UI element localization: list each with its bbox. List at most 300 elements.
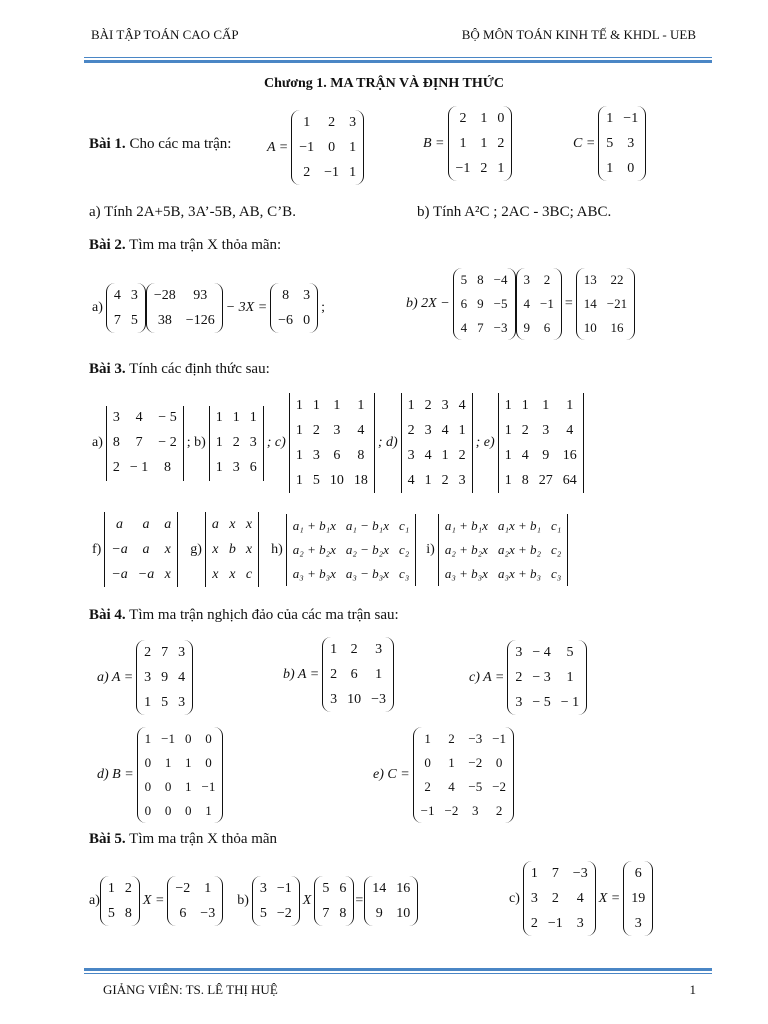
matrix-grid [149, 283, 220, 333]
matrix-cell: 1 [375, 666, 383, 682]
matrix-cell: 4 [441, 422, 449, 438]
bai2-eq-b [403, 268, 635, 340]
matrix-cell: 1 [566, 669, 574, 685]
matrix-cell: 1 [144, 694, 152, 710]
bai5-b-eq: = [355, 893, 364, 908]
matrix-cell: 3 [144, 669, 152, 685]
bai2-a-matrix2 [146, 283, 223, 333]
bai4-text: Tìm ma trận nghịch đảo của các ma trận sau: [129, 607, 399, 623]
matrix-cell: 1 [606, 160, 614, 176]
matrix-cell: 0 [144, 803, 152, 818]
matrix-cell: 9 [477, 296, 484, 311]
matrix-grid [103, 876, 137, 926]
matrix-cell: 1 [295, 447, 303, 463]
matrix-cell: 27 [538, 472, 553, 488]
matrix-cell: 5 [312, 472, 320, 488]
matrix-cell: 3 [312, 447, 320, 463]
matrix-cell: a₃ + b₃x [444, 565, 488, 581]
header-rule-thick [84, 60, 712, 63]
matrix-cell: 38 [157, 312, 172, 328]
det-h [286, 514, 416, 586]
bai2-b-matrix3 [576, 268, 635, 340]
det-c [289, 393, 375, 493]
matrix-cell: 6 [249, 460, 257, 475]
matrix-cell: 9 [161, 669, 169, 685]
bai1-part-b: b) Tính A²C ; 2AC - 3BC; ABC. [417, 204, 612, 220]
matrix-cell: 2 [312, 422, 320, 438]
matrix-cell: 1 [215, 435, 223, 450]
matrix-cell: −21 [606, 296, 628, 311]
matrix-cell: 2 [515, 669, 523, 685]
matrix-cell: 4 [576, 890, 584, 906]
matrix-cell: a [116, 516, 124, 532]
label-B: B = [423, 135, 445, 151]
matrix-cell: a₁x + b₁ [497, 517, 542, 533]
matrix-cell: 1 [424, 731, 431, 746]
matrix-cell: 2 [495, 803, 503, 818]
matrix-cell: 2 [441, 472, 449, 488]
matrix-cell: 3 [112, 410, 120, 425]
matrix-cell: a₃ + b₃x [292, 565, 336, 581]
matrix-cell: 8 [339, 905, 347, 921]
matrix-cell: 1 [215, 460, 223, 475]
matrix-cell: 1 [504, 472, 512, 488]
matrix-cell: 7 [161, 644, 169, 660]
matrix-cell: 1 [144, 731, 152, 746]
matrix-cell: −a [137, 566, 155, 582]
matrix-cell: −6 [278, 312, 294, 328]
matrix-cell: 1 [542, 397, 550, 413]
matrix-cell: 9 [542, 447, 550, 463]
matrix-cell: 2 [303, 164, 311, 180]
bai3-heading: Bài 3. [89, 361, 126, 377]
matrix-cell: −5 [493, 296, 508, 311]
bai4-matrix-b [322, 637, 394, 712]
matrix-cell: 3 [333, 422, 341, 438]
matrix-cell: 2 [459, 110, 467, 126]
bai4-e-label: e) C = [373, 767, 410, 782]
bai2-heading: Bài 2. [89, 237, 126, 253]
matrix-cell: 2 [497, 135, 505, 151]
matrix-cell: a₂ + b₂x [444, 541, 488, 557]
det-a [106, 406, 184, 481]
bai5-a-mid: X = [142, 893, 165, 908]
matrix-cell: 1 [504, 447, 512, 463]
matrix-cell: 10 [583, 320, 597, 335]
matrix-cell: c [245, 566, 253, 582]
matrix-grid [317, 876, 351, 926]
matrix-cell: 0 [185, 803, 192, 818]
matrix-cell: 1 [232, 410, 240, 425]
matrix-cell: a₂ + b₂x [292, 541, 336, 557]
footer-rule-thick [84, 968, 712, 971]
matrix-cell: 1 [185, 755, 192, 770]
det-i [438, 514, 568, 586]
matrix-cell: a [142, 516, 150, 532]
bai2-line [89, 237, 281, 254]
header-right: BỘ MÔN TOÁN KINH TẾ & KHDL - UEB [461, 27, 696, 42]
matrix-cell: 13 [583, 272, 597, 287]
matrix-grid [170, 876, 220, 926]
matrix-grid [367, 876, 415, 926]
chapter-title: Chương 1. MA TRẬN VÀ ĐỊNH THỨC [263, 76, 505, 91]
matrix-cell: c₁ [551, 517, 562, 533]
matrix-cell: −3 [371, 691, 387, 707]
bai4-e [370, 727, 514, 823]
matrix-cell: 3 [178, 694, 186, 710]
matrix-cell: 0 [497, 110, 505, 126]
matrix-cell: 1 [521, 397, 529, 413]
bai2-a-mid: − 3X = [225, 300, 268, 315]
matrix-cell: −2 [492, 779, 507, 794]
matrix-cell: x [229, 566, 236, 582]
bai5-eq-c [506, 861, 653, 936]
matrix-cell: 1 [530, 865, 538, 881]
matrix-cell: a [211, 516, 219, 532]
matrix-cell: 1 [349, 164, 357, 180]
matrix-cell: −3 [493, 320, 508, 335]
det-e [498, 393, 584, 493]
bai3-c-label: ; c) [266, 435, 286, 450]
det-f [104, 512, 178, 587]
bai4-d [94, 727, 223, 823]
matrix-cell: −2 [276, 905, 292, 921]
matrix-C [598, 106, 646, 181]
matrix-cell: −3 [468, 731, 483, 746]
bai5-b-label: b) [237, 893, 249, 908]
bai5-c-matrix2 [623, 861, 653, 936]
matrix-cell: 0 [328, 139, 336, 155]
footer-rule-thin [84, 973, 712, 974]
bai3-b-label: ; b) [186, 435, 206, 450]
matrix-cell: − 4 [532, 644, 551, 660]
matrix-cell: 10 [347, 691, 362, 707]
matrix-cell: 9 [523, 320, 531, 335]
matrix-cell: 8 [164, 460, 171, 475]
matrix-cell: 6 [179, 905, 187, 921]
matrix-grid [416, 727, 511, 823]
matrix-cell: 1 [441, 447, 449, 463]
matrix-cell: 1 [448, 755, 455, 770]
bai2-b-eq: = [564, 296, 573, 311]
matrix-cell: 6 [460, 296, 468, 311]
matrix-cell: 1 [606, 110, 614, 126]
matrix-cell: 4 [523, 296, 531, 311]
bai2-b-matrix1 [453, 268, 516, 340]
matrix-grid [403, 393, 471, 493]
bai1-heading: Bài 1. [89, 136, 126, 152]
matrix-cell: − 5 [158, 410, 177, 425]
matrix-grid [626, 861, 650, 936]
matrix-cell: 1 [312, 397, 320, 413]
matrix-B [448, 106, 513, 181]
matrix-cell: 1 [295, 472, 303, 488]
matrix-cell: 1 [330, 641, 338, 657]
matrix-cell: 5 [107, 905, 115, 921]
matrix-cell: 1 [458, 422, 466, 438]
matrix-cell: 5 [460, 272, 468, 287]
bai5-line [89, 831, 277, 848]
bai3-d-label: ; d) [377, 435, 398, 450]
matrix-cell: −2 [468, 755, 483, 770]
matrix-cell: 1 [185, 779, 192, 794]
matrix-cell: −3 [200, 905, 216, 921]
matrix-cell: 1 [349, 139, 357, 155]
matrix-cell: 1 [204, 880, 212, 896]
bai5-c-label: c) [509, 890, 520, 906]
matrix-grid [456, 268, 513, 340]
matrix-cell: −28 [153, 287, 176, 303]
matrix-cell: 3 [249, 435, 257, 450]
matrix-cell: −1 [455, 160, 471, 176]
matrix-cell: 3 [458, 472, 466, 488]
matrix-grid [526, 861, 593, 936]
bai3-line [89, 361, 270, 378]
matrix-cell: 8 [124, 905, 132, 921]
matrix-cell: 1 [215, 410, 223, 425]
matrix-cell: 1 [333, 397, 341, 413]
matrix-cell: 3 [349, 114, 357, 130]
matrix-cell: x [212, 566, 219, 582]
matrix-cell: 10 [329, 472, 344, 488]
matrix-cell: 4 [407, 472, 415, 488]
bai3-row2 [89, 512, 568, 587]
matrix-grid [109, 283, 143, 333]
matrix-cell: 0 [205, 755, 212, 770]
matrix-grid [510, 640, 584, 715]
matrix-cell: 0 [495, 755, 503, 770]
bai5-a-label: a) [89, 893, 100, 908]
matrix-cell: 14 [583, 296, 597, 311]
matrix-cell: 8 [282, 287, 290, 303]
matrix-cell: 0 [205, 731, 212, 746]
matrix-grid [108, 406, 182, 481]
matrix-cell: 2 [551, 890, 559, 906]
bai2-a-label: a) [92, 300, 103, 315]
matrix-cell: 3 [472, 803, 479, 818]
matrix-grid [291, 393, 373, 493]
bai3-a-label: a) [92, 435, 103, 450]
matrix-cell: 4 [178, 669, 186, 685]
bai5-eq-a [89, 876, 418, 926]
matrix-cell: −1 [547, 915, 563, 931]
matrix-cell: −1 [623, 110, 639, 126]
bai3-i-label: i) [426, 541, 435, 557]
matrix-cell: −a [111, 541, 128, 557]
matrix-cell: 8 [521, 472, 529, 488]
bai4-heading: Bài 4. [89, 607, 126, 623]
matrix-cell: c₃ [551, 565, 562, 581]
matrix-cell: 8 [357, 447, 365, 463]
matrix-cell: 8 [477, 272, 484, 287]
bai1-matrix-A [264, 110, 364, 185]
matrix-cell: 6 [333, 447, 341, 463]
matrix-cell: b [228, 541, 236, 557]
matrix-cell: 3 [523, 272, 531, 287]
matrix-cell: 1 [459, 135, 467, 151]
bai2-a-matrix3 [270, 283, 318, 333]
matrix-cell: c₂ [398, 541, 410, 557]
matrix-cell: 2 [232, 435, 240, 450]
matrix-grid [440, 514, 566, 586]
matrix-cell: 1 [107, 880, 115, 896]
bai2-eq-a [89, 283, 328, 333]
matrix-cell: a₁ + b₁x [444, 517, 488, 533]
bai1-matrix-C [570, 106, 646, 181]
bai5-b-matrix3 [364, 876, 418, 926]
matrix-cell: 19 [631, 890, 646, 906]
matrix-cell: 1 [480, 110, 488, 126]
matrix-cell: 8 [112, 435, 120, 450]
matrix-cell: 10 [396, 905, 411, 921]
bai5-a-matrix2 [167, 876, 223, 926]
matrix-cell: 3 [576, 915, 584, 931]
matrix-cell: 5 [161, 694, 169, 710]
matrix-cell: 5 [322, 880, 330, 896]
matrix-cell: x [164, 541, 171, 557]
matrix-cell: 5 [566, 644, 574, 660]
matrix-cell: c₃ [398, 565, 410, 581]
matrix-cell: 4 [135, 410, 143, 425]
matrix-cell: 1 [504, 397, 512, 413]
matrix-cell: 3 [303, 287, 311, 303]
bai3-text: Tính các định thức sau: [129, 361, 270, 377]
matrix-cell: 4 [458, 397, 466, 413]
matrix-cell: 3 [441, 397, 449, 413]
matrix-grid [519, 268, 559, 340]
matrix-cell: 5 [130, 312, 138, 328]
matrix-cell: −126 [185, 312, 215, 328]
bai4-a [94, 640, 193, 715]
matrix-cell: 1 [504, 422, 512, 438]
matrix-cell: −1 [540, 296, 554, 311]
matrix-grid [579, 268, 632, 340]
matrix-cell: x [245, 516, 253, 532]
bai3-e-label: ; e) [475, 435, 495, 450]
bai5-b-matrix2 [314, 876, 354, 926]
header-rule-thin [84, 57, 712, 58]
matrix-cell: − 5 [532, 694, 551, 710]
matrix-grid [325, 637, 391, 712]
matrix-cell: c₁ [398, 517, 410, 533]
matrix-cell: 3 [407, 447, 415, 463]
matrix-A [291, 110, 364, 185]
bai4-d-label: d) B = [97, 767, 134, 782]
bai5-c-matrix1 [523, 861, 596, 936]
label-A: A = [267, 139, 289, 155]
matrix-cell: a₂x + b₂ [497, 541, 542, 557]
bai4-line [89, 607, 399, 624]
matrix-cell: − 2 [158, 435, 177, 450]
matrix-cell: − 1 [560, 694, 580, 710]
matrix-cell: 6 [350, 666, 358, 682]
matrix-cell: a₃x + b₃ [497, 565, 542, 581]
matrix-cell: 3 [515, 694, 523, 710]
matrix-cell: 4 [460, 320, 468, 335]
matrix-cell: 4 [521, 447, 529, 463]
matrix-cell: a [164, 516, 172, 532]
matrix-cell: 3 [627, 135, 635, 151]
matrix-cell: 2 [407, 422, 415, 438]
matrix-cell: 1 [205, 803, 212, 818]
matrix-cell: 6 [339, 880, 347, 896]
matrix-cell: −1 [161, 731, 176, 746]
bai2-b-label: b) 2X − [406, 296, 450, 311]
matrix-cell: x [245, 541, 253, 557]
matrix-cell: 7 [551, 865, 559, 881]
matrix-grid [207, 512, 257, 587]
matrix-cell: 1 [249, 410, 257, 425]
matrix-grid [140, 727, 221, 823]
matrix-cell: 4 [113, 287, 121, 303]
matrix-cell: 2 [530, 915, 538, 931]
matrix-cell: 3 [130, 287, 138, 303]
matrix-cell: 0 [185, 731, 192, 746]
bai2-a-end: ; [321, 300, 325, 315]
matrix-cell: − 3 [532, 669, 551, 685]
matrix-cell: 0 [627, 160, 635, 176]
matrix-cell: a₁ + b₁x [292, 517, 336, 533]
matrix-cell: 1 [407, 397, 415, 413]
matrix-cell: − 1 [129, 460, 149, 475]
matrix-cell: 2 [448, 731, 455, 746]
matrix-cell: −1 [276, 880, 292, 896]
matrix-cell: −5 [468, 779, 483, 794]
matrix-cell: −1 [492, 731, 507, 746]
matrix-cell: 14 [372, 880, 387, 896]
bai4-a-label: a) A = [97, 669, 134, 685]
bai1-text: Cho các ma trận: [129, 136, 232, 152]
matrix-cell: x [212, 541, 219, 557]
matrix-cell: a₃ − b₃x [345, 565, 389, 581]
bai5-b-matrix1 [252, 876, 300, 926]
header-left: BÀI TẬP TOÁN CAO CẤP [91, 27, 239, 42]
matrix-cell: 0 [303, 312, 311, 328]
matrix-cell: 0 [424, 755, 431, 770]
bai4-matrix-e [413, 727, 514, 823]
matrix-cell: −1 [324, 164, 340, 180]
bai4-matrix-c [507, 640, 587, 715]
matrix-cell: x [164, 566, 171, 582]
matrix-cell: 2 [480, 160, 488, 176]
matrix-cell: a₂ − b₂x [345, 541, 389, 557]
matrix-cell: 1 [303, 114, 311, 130]
bai5-c-mid: X = [598, 890, 621, 906]
matrix-cell: 2 [458, 447, 466, 463]
matrix-cell: −1 [299, 139, 315, 155]
matrix-cell: 4 [424, 447, 432, 463]
matrix-cell: −1 [201, 779, 216, 794]
matrix-cell: 1 [295, 422, 303, 438]
matrix-cell: 0 [164, 779, 172, 794]
page-number: 1 [689, 982, 696, 997]
matrix-cell: 1 [480, 135, 488, 151]
matrix-cell: 1 [497, 160, 505, 176]
matrix-cell: 7 [322, 905, 330, 921]
bai1-matrix-B [420, 106, 512, 181]
matrix-cell: 3 [232, 460, 240, 475]
matrix-cell: 93 [193, 287, 208, 303]
det-d [401, 393, 473, 493]
matrix-cell: −2 [175, 880, 191, 896]
matrix-cell: 18 [353, 472, 368, 488]
matrix-cell: −2 [444, 803, 459, 818]
bai4-c-label: c) A = [469, 669, 505, 685]
bai2-b-matrix2 [516, 268, 562, 340]
matrix-cell: 5 [606, 135, 614, 151]
matrix-cell: −3 [572, 865, 588, 881]
matrix-cell: 3 [515, 644, 523, 660]
